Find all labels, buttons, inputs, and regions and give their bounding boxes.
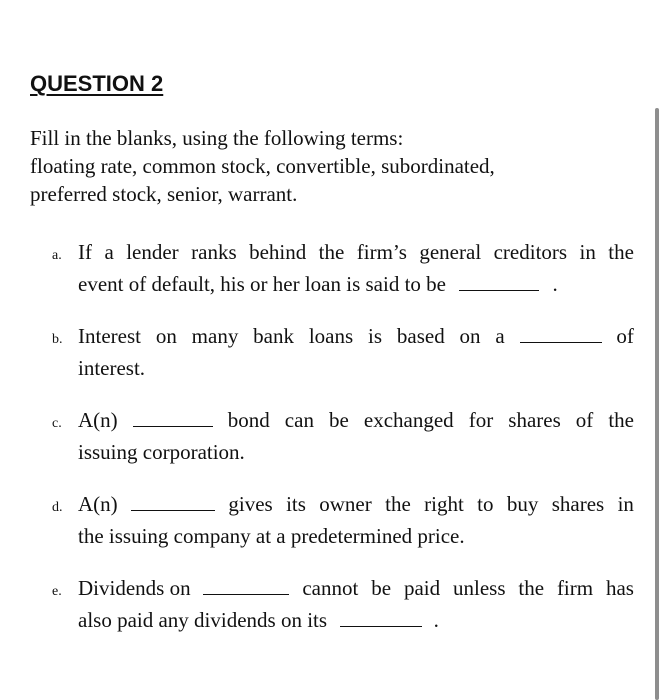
word: behind xyxy=(249,240,307,264)
item-text: the issuing company at a predetermined price. xyxy=(78,524,465,548)
item-line xyxy=(52,574,634,606)
word: lender xyxy=(126,240,179,264)
instruction-line: floating rate, common stock, convertible, subordinated, xyxy=(30,154,495,178)
answer-blank[interactable] xyxy=(203,576,289,595)
question-heading: QUESTION 2 xyxy=(30,71,164,96)
word: the xyxy=(608,408,634,432)
word: is xyxy=(368,324,383,348)
item-line xyxy=(52,438,634,466)
word: based xyxy=(396,324,445,348)
word: unless xyxy=(453,576,506,600)
word: be xyxy=(329,408,349,432)
word: paid xyxy=(403,576,441,600)
answer-blank[interactable] xyxy=(459,272,539,291)
item-text: interest. xyxy=(78,356,146,380)
word: in xyxy=(579,240,596,264)
question-instructions xyxy=(30,124,630,208)
word: the xyxy=(608,240,634,264)
word: A(n) xyxy=(78,492,118,516)
vertical-scrollbar[interactable] xyxy=(655,108,659,700)
item-marker: c. xyxy=(52,416,62,431)
item-line xyxy=(52,238,634,270)
item-line xyxy=(52,322,634,354)
word: a xyxy=(495,324,505,348)
word: buy xyxy=(506,492,539,516)
word: be xyxy=(371,576,392,600)
word: Interest xyxy=(78,324,141,348)
word: has xyxy=(605,576,634,600)
word: in xyxy=(617,492,634,516)
word: cannot xyxy=(302,576,359,600)
item-line xyxy=(52,490,634,522)
word: A(n) xyxy=(78,408,118,432)
word: general xyxy=(419,240,482,264)
blank-item-c xyxy=(52,406,634,466)
instruction-line: Fill in the blanks, using the following terms: xyxy=(30,126,404,150)
item-line xyxy=(52,606,634,634)
word: to xyxy=(477,492,494,516)
word: shares xyxy=(551,492,605,516)
word: gives xyxy=(228,492,273,516)
item-text: also paid any dividends on its xyxy=(78,608,328,632)
word: If xyxy=(78,240,92,264)
word: the xyxy=(518,576,545,600)
item-punctuation: . xyxy=(433,608,439,632)
word: bank xyxy=(253,324,294,348)
blank-item-a xyxy=(52,238,634,298)
word: exchanged xyxy=(363,408,454,432)
answer-blank[interactable] xyxy=(520,324,602,343)
word: owner xyxy=(319,492,372,516)
instruction-line: preferred stock, senior, warrant. xyxy=(30,182,298,206)
item-line xyxy=(52,406,634,438)
item-line xyxy=(52,270,634,298)
word: creditors xyxy=(493,240,568,264)
item-marker: a. xyxy=(52,248,62,263)
word: Dividends on xyxy=(78,576,191,600)
blank-item-b xyxy=(52,322,634,382)
word: its xyxy=(286,492,306,516)
word: of xyxy=(575,408,594,432)
item-line xyxy=(52,522,634,550)
answer-blank[interactable] xyxy=(131,492,215,511)
item-line xyxy=(52,354,634,382)
blank-item-d xyxy=(52,490,634,550)
item-text: issuing corporation. xyxy=(78,440,245,464)
word: bond xyxy=(227,408,270,432)
word: firm’s xyxy=(356,240,407,264)
word: the xyxy=(385,492,411,516)
item-marker: e. xyxy=(52,584,62,599)
word: firm xyxy=(556,576,594,600)
word: right xyxy=(424,492,464,516)
word: a xyxy=(104,240,114,264)
item-punctuation: . xyxy=(552,272,558,296)
item-text: event of default, his or her loan is said to be xyxy=(78,272,446,296)
word: many xyxy=(191,324,239,348)
word: can xyxy=(284,408,314,432)
word: loans xyxy=(308,324,354,348)
item-marker: d. xyxy=(52,500,63,515)
word: on xyxy=(155,324,177,348)
word: shares xyxy=(508,408,561,432)
word: for xyxy=(468,408,494,432)
item-marker: b. xyxy=(52,332,63,347)
word: the xyxy=(318,240,345,264)
word: of xyxy=(616,324,634,348)
word: on xyxy=(459,324,481,348)
word: ranks xyxy=(191,240,237,264)
blank-item-e xyxy=(52,574,634,634)
answer-blank[interactable] xyxy=(340,608,422,627)
answer-blank[interactable] xyxy=(133,408,213,427)
